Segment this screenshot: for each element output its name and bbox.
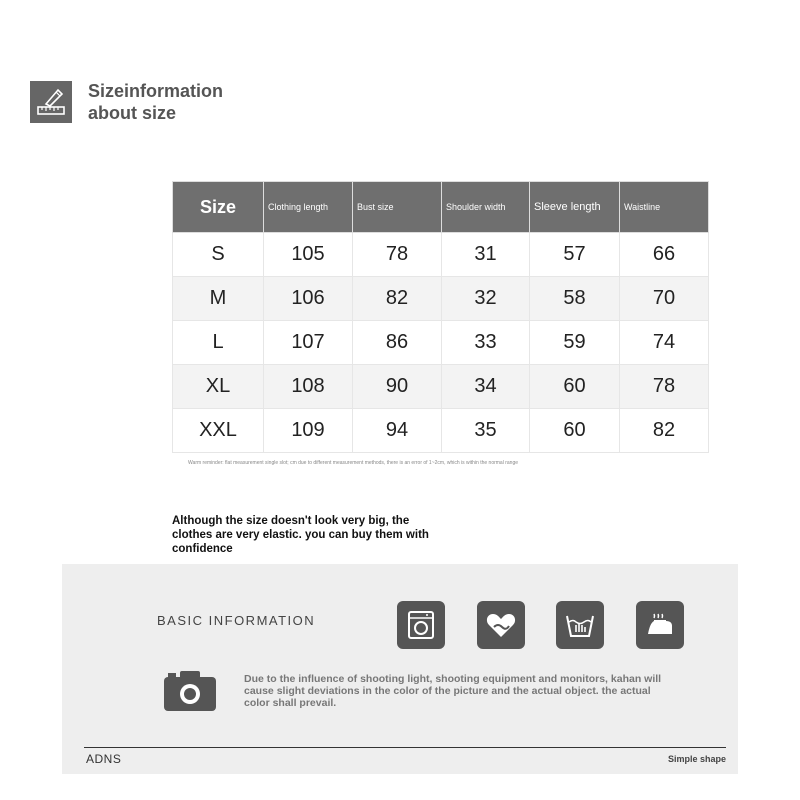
bust-size-cell: 94 (353, 409, 442, 453)
sleeve-length-cell: 58 (530, 277, 620, 321)
clothing-length-cell: 105 (264, 233, 353, 277)
clothing-length-cell: 108 (264, 365, 353, 409)
waistline-cell: 74 (620, 321, 709, 365)
table-row (173, 365, 709, 409)
waistline-cell: 82 (620, 409, 709, 453)
table-row (173, 409, 709, 453)
size-cell: M (173, 277, 264, 321)
shoulder-width-cell: 32 (442, 277, 530, 321)
table-row (173, 321, 709, 365)
shoulder-width-cell: 31 (442, 233, 530, 277)
title-line-2: about size (88, 103, 177, 123)
header-shoulder-width: Shoulder width (442, 182, 530, 233)
section-header (30, 80, 223, 124)
header-clothing-length: Clothing length (264, 182, 353, 233)
hand-wash-basin-icon (556, 601, 604, 649)
clothing-length-cell: 109 (264, 409, 353, 453)
waistline-cell: 66 (620, 233, 709, 277)
bust-size-cell: 78 (353, 233, 442, 277)
header-waistline: Waistline (620, 182, 709, 233)
clothing-length-cell: 106 (264, 277, 353, 321)
title-line-1: Sizeinformation (88, 81, 224, 101)
header-sleeve-length: Sleeve length (530, 182, 620, 233)
bust-size-cell: 86 (353, 321, 442, 365)
elastic-note: Although the size doesn't look very big, the clothes are very elastic. you can buy them with confidence (172, 515, 429, 555)
sleeve-length-cell: 60 (530, 409, 620, 453)
bust-size-cell: 82 (353, 277, 442, 321)
table-header-row (173, 182, 709, 233)
section-title (88, 80, 223, 124)
header-bust-size: Bust size (353, 182, 442, 233)
table-row (173, 277, 709, 321)
size-cell: L (173, 321, 264, 365)
sleeve-length-cell: 60 (530, 365, 620, 409)
shoulder-width-cell: 35 (442, 409, 530, 453)
camera-icon (162, 669, 218, 713)
waistline-cell: 70 (620, 277, 709, 321)
header-size: Size (173, 182, 264, 233)
table-row (173, 233, 709, 277)
divider-line (84, 747, 726, 748)
size-cell: S (173, 233, 264, 277)
iron-icon (636, 601, 684, 649)
heart-hand-wash-icon (477, 601, 525, 649)
waistline-cell: 78 (620, 365, 709, 409)
washing-machine-icon (397, 601, 445, 649)
shoulder-width-cell: 33 (442, 321, 530, 365)
ruler-pencil-icon (30, 81, 72, 123)
shoulder-width-cell: 34 (442, 365, 530, 409)
size-cell: XL (173, 365, 264, 409)
basic-info-panel (62, 564, 738, 774)
tagline: Simple shape (667, 754, 726, 764)
bust-size-cell: 90 (353, 365, 442, 409)
color-deviation-note: Due to the influence of shooting light, shooting equipment and monitors, kahan will cause slight deviations in the color of the picture and the actual object. the actual color shall prevail. (244, 673, 662, 709)
brand-name: ADNS (86, 752, 122, 766)
size-chart-table (172, 181, 709, 453)
basic-info-title: BASIC INFORMATION (157, 613, 316, 628)
sleeve-length-cell: 57 (530, 233, 620, 277)
measurement-reminder: Warm reminder: flat measurement single slot; cm due to different measurement methods, there is an error of 1~2cm, which is within the normal range (188, 460, 519, 466)
clothing-length-cell: 107 (264, 321, 353, 365)
size-cell: XXL (173, 409, 264, 453)
sleeve-length-cell: 59 (530, 321, 620, 365)
